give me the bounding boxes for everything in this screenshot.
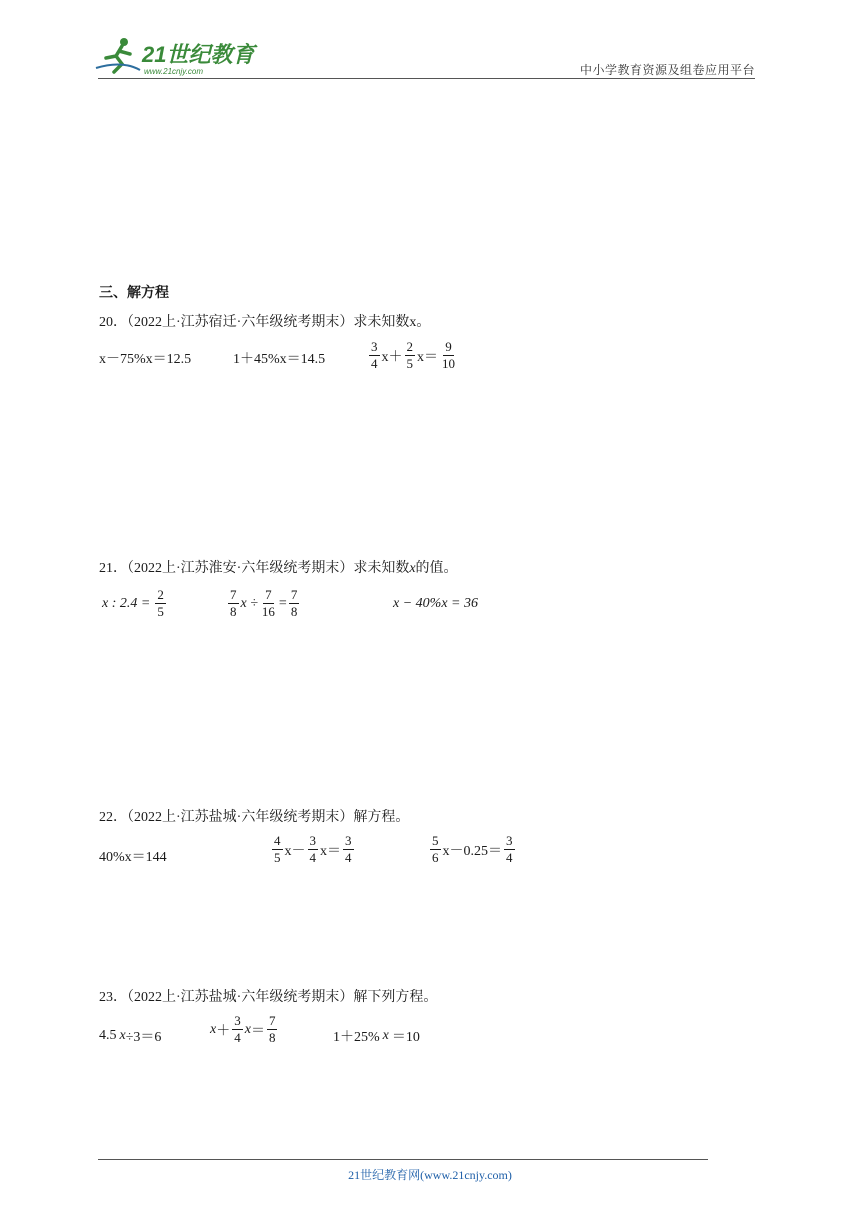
- fraction: $\frac{5}{6}$: [432, 833, 439, 866]
- q21-equation-1: x : 2.4 = $\frac{2}{5}$: [102, 587, 164, 620]
- q23-equation-1: 4.5 x ÷3＝6: [99, 1028, 162, 1045]
- fraction: $\frac{3}{4}$: [345, 833, 352, 866]
- fraction: $\frac{7}{8}$: [230, 587, 237, 620]
- q22-equation-1: 40%x＝144: [99, 850, 167, 865]
- q21-equation-3: x − 40%x = 36: [393, 596, 478, 611]
- question-23-stem: 23．（2022上·江苏盐城·六年级统考期末）解下列方程。: [99, 990, 438, 1005]
- q20-equation-1: x－75%x＝12.5: [99, 352, 192, 367]
- question-22-stem: 22．（2022上·江苏盐城·六年级统考期末）解方程。: [99, 810, 410, 825]
- logo-text: 21世纪教育: [142, 42, 255, 67]
- fraction: $\frac{3}{4}$: [234, 1013, 241, 1046]
- section-title: 三、解方程: [99, 284, 169, 300]
- fraction: $\frac{7}{8}$: [290, 587, 298, 620]
- footer-divider: [98, 1159, 708, 1160]
- fraction: $\frac{7}{8}$: [268, 1013, 276, 1046]
- logo-graphic: [92, 34, 262, 78]
- header-divider: [98, 78, 755, 79]
- q20-equation-3: $\frac{3}{4}$ x＋ $\frac{2}{5}$ x＝ $\frac{9}{10}$: [371, 339, 455, 372]
- q22-equation-3: $\frac{5}{6}$ x－0.25＝ $\frac{3}{4}$: [432, 833, 513, 866]
- q21-equation-2: $\frac{7}{8}$ x ÷ $\frac{7}{16}$ = $\frac{7}{8}$: [230, 587, 298, 620]
- q22-equation-2: $\frac{4}{5}$ x－ $\frac{3}{4}$ x＝ $\frac{3}{4}$: [274, 833, 352, 866]
- q20-equation-2: 1＋45%x＝14.5: [233, 352, 326, 367]
- question-20-stem: 20．（2022上·江苏宿迁·六年级统考期末）求未知数x。: [99, 315, 431, 330]
- footer-link[interactable]: 21世纪教育网(www.21cnjy.com): [348, 1168, 512, 1182]
- fraction: $\frac{7}{16}$: [261, 587, 275, 620]
- q23-equation-3: 1＋25% x ＝10: [333, 1028, 420, 1045]
- fraction: $\frac{3}{4}$: [506, 833, 513, 866]
- fraction: $\frac{3}{4}$: [309, 833, 316, 866]
- fraction: $\frac{2}{5}$: [406, 339, 413, 372]
- logo-url: www.21cnjy.com: [144, 67, 203, 76]
- fraction: $\frac{3}{4}$: [371, 339, 378, 372]
- fraction: $\frac{2}{5}$: [157, 587, 164, 620]
- site-logo: [92, 34, 262, 78]
- question-21-stem: 21．（2022上·江苏淮安·六年级统考期末）求未知数x的值。: [99, 561, 458, 576]
- header-platform-text: 中小学教育资源及组卷应用平台: [579, 63, 755, 77]
- q23-equation-2: x ＋ $\frac{3}{4}$ x ＝ $\frac{7}{8}$: [210, 1013, 276, 1046]
- fraction: $\frac{9}{10}$: [442, 339, 455, 372]
- fraction: $\frac{4}{5}$: [274, 833, 281, 866]
